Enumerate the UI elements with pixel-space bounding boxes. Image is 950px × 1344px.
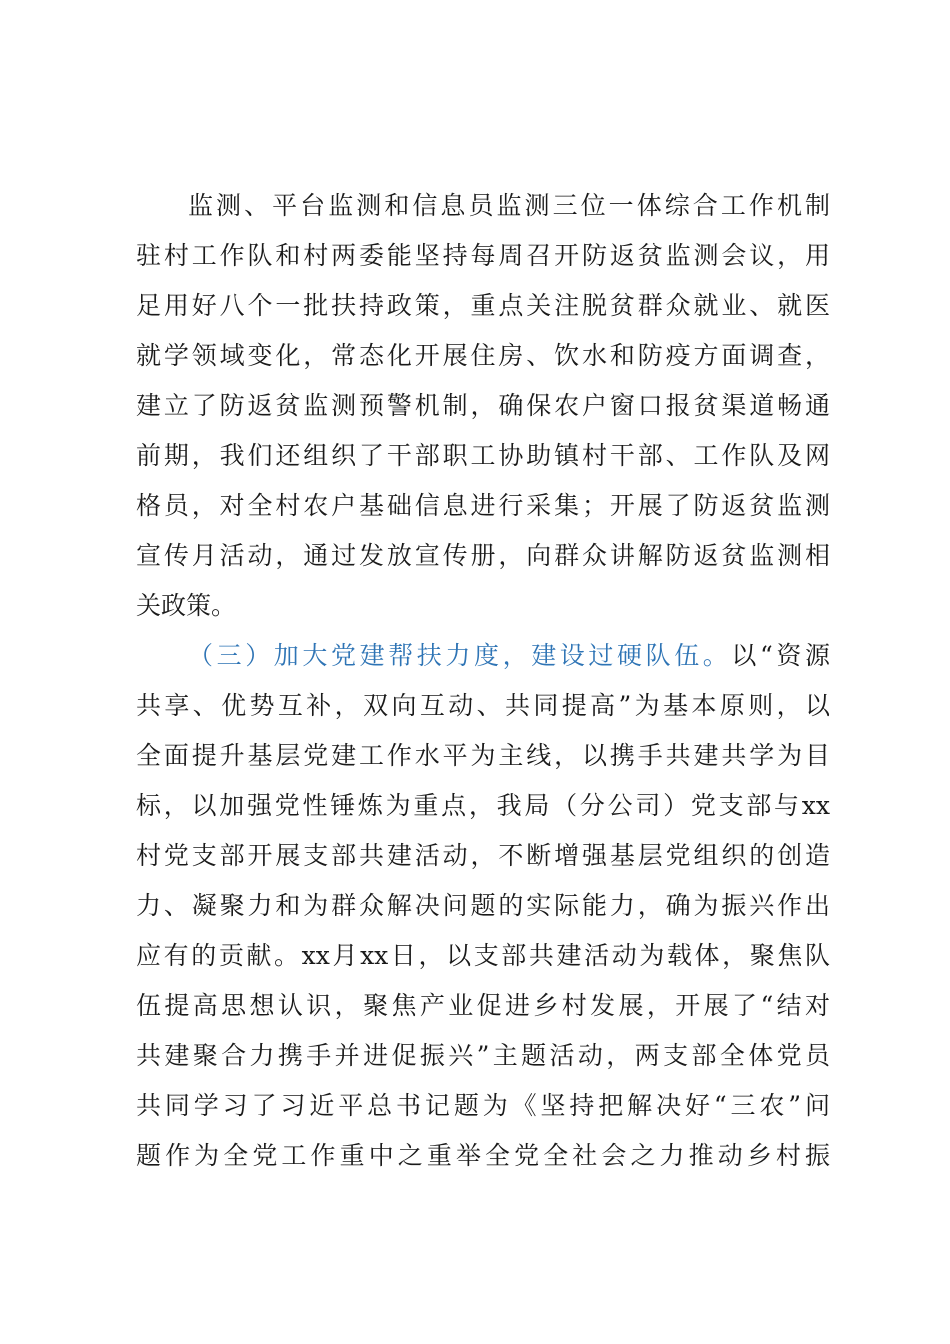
paragraph-line: 全面提升基层党建工作水平为主线，以携手共建共学为目 (136, 741, 830, 770)
paragraph-line: 宣传月活动，通过发放宣传册，向群众讲解防返贫监测相 (136, 541, 830, 570)
paragraph-line: 就学领域变化，常态化开展住房、饮水和防疫方面调查， (136, 341, 830, 370)
paragraph-line: 格员，对全村农户基础信息进行采集；开展了防返贫监测 (136, 491, 830, 520)
paragraph-line: 题作为全党工作重中之重举全党全社会之力推动乡村振 (136, 1141, 830, 1170)
paragraph-line: 共同学习了习近平总书记题为《坚持把解决好“三农”问 (136, 1091, 830, 1120)
paragraph-line: 建立了防返贫监测预警机制，确保农户窗口报贫渠道畅通 (136, 391, 830, 420)
paragraph-line: 共享、优势互补，双向互动、共同提高”为基本原则，以 (136, 691, 830, 720)
paragraph-line: 伍提高思想认识，聚焦产业促进乡村发展，开展了“结对 (136, 991, 830, 1020)
paragraph-line: 共建聚合力携手并进促振兴”主题活动，两支部全体党员 (136, 1041, 830, 1070)
paragraph-line: 前期，我们还组织了干部职工协助镇村干部、工作队及网 (136, 441, 830, 470)
paragraph-line: 足用好八个一批扶持政策，重点关注脱贫群众就业、就医 (136, 291, 830, 320)
paragraph-line: 村党支部开展支部共建活动，不断增强基层党组织的创造 (136, 841, 830, 870)
paragraph-line: 监测、平台监测和信息员监测三位一体综合工作机制 (188, 191, 830, 220)
section-heading-rest: 以“资源 (731, 641, 830, 670)
paragraph-line: 标，以加强党性锤炼为重点，我局（分公司）党支部与xx (136, 791, 830, 820)
paragraph-line: 关政策。 (136, 591, 237, 620)
paragraph-line: 力、凝聚力和为群众解决问题的实际能力，确为振兴作出 (136, 891, 830, 920)
paragraph-line: 应有的贡献。xx月xx日，以支部共建活动为载体，聚焦队 (136, 941, 830, 970)
section-heading-line (188, 636, 830, 676)
section-heading: （三）加大党建帮扶力度，建设过硬队伍。 (188, 641, 732, 670)
paragraph-line: 驻村工作队和村两委能坚持每周召开防返贫监测会议，用 (136, 241, 830, 270)
